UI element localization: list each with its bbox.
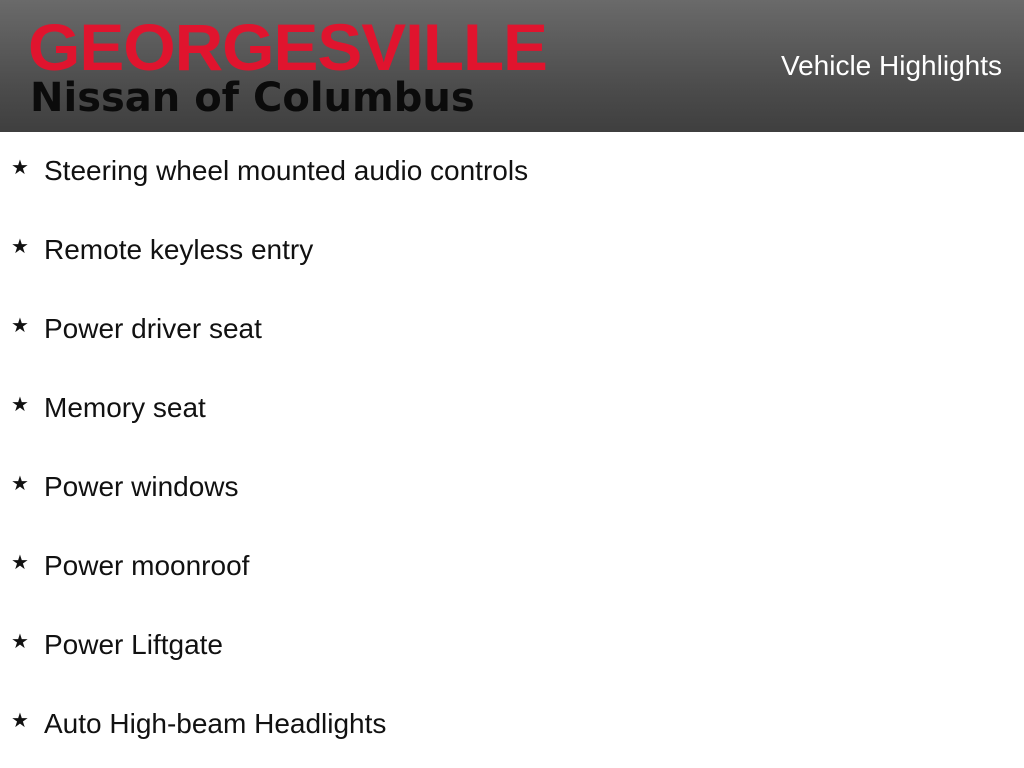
feature-label: Power driver seat [44,313,262,344]
star-icon: ★ [11,710,29,732]
feature-label: Remote keyless entry [44,234,314,265]
feature-label: Power moonroof [44,550,250,581]
star-icon: ★ [11,552,29,574]
star-icon: ★ [11,631,29,653]
header-banner [0,0,1024,132]
list-item [0,527,1024,606]
logo-line-nissan-of-columbus: Nissan of Columbus [30,75,475,121]
list-item [0,606,1024,685]
page-title: Vehicle Highlights [780,50,1002,81]
list-item [0,448,1024,527]
star-icon: ★ [11,157,29,179]
star-icon: ★ [11,236,29,258]
list-item [0,369,1024,448]
feature-label: Power windows [44,471,239,502]
vehicle-highlights-list [0,132,1024,764]
list-item [0,685,1024,764]
feature-label: Memory seat [44,392,206,423]
feature-label: Auto High-beam Headlights [44,708,387,739]
logo-line-georgesville: GEORGESVILLE [28,10,547,84]
list-item [0,211,1024,290]
star-icon: ★ [11,394,29,416]
star-icon: ★ [11,315,29,337]
feature-label: Steering wheel mounted audio controls [44,155,529,186]
list-item [0,290,1024,369]
star-icon: ★ [11,473,29,495]
dealer-logo [28,10,588,122]
feature-label: Power Liftgate [44,629,223,660]
list-item [0,132,1024,211]
